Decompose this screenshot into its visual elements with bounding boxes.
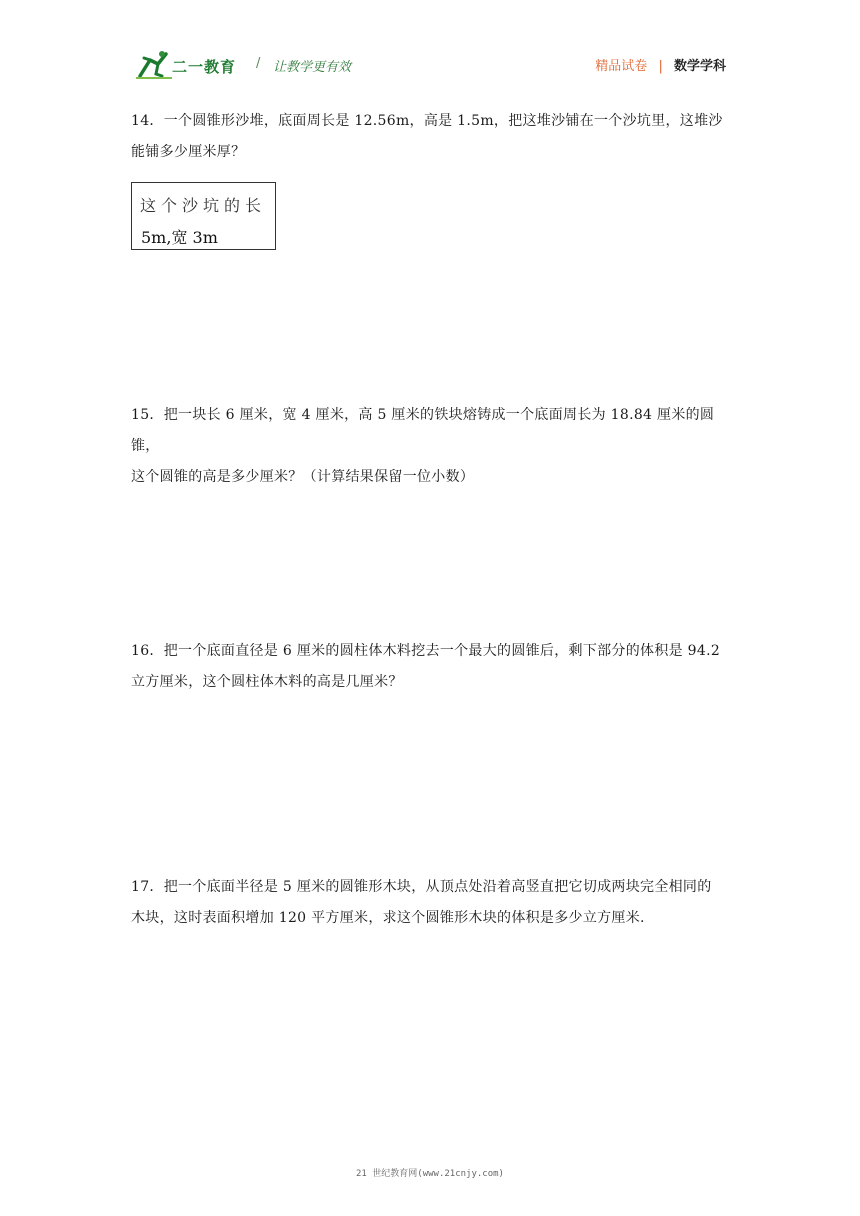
question-text-line: 立方厘米，这个圆柱体木料的高是几厘米？ [131, 674, 403, 690]
question-16 [131, 636, 735, 698]
page-footer: 21 世纪教育网(www.21cnjy.com) [356, 1169, 504, 1179]
slogan: 让教学更有效 [273, 60, 352, 75]
question-text-line: 能铺多少厘米厚？ [131, 144, 246, 160]
question-text-line: 15．把一块长 6 厘米，宽 4 厘米，高 5 厘米的铁块熔铸成一个底面周长为 18.84 厘米的圆锥， [131, 407, 715, 454]
question-text-line: 17．把一个底面半径是 5 厘米的圆锥形木块，从顶点处沿着高竖直把它切成两块完全相同的 [131, 879, 712, 895]
question-15 [131, 400, 735, 493]
image-text-line: 5m,宽 3m [141, 228, 218, 247]
image-text-line: 这个沙坑的长 [140, 196, 267, 215]
page-header [0, 0, 860, 100]
header-tags [595, 55, 726, 74]
question-17 [131, 872, 735, 934]
question-text-line: 这个圆锥的高是多少厘米？（计算结果保留一位小数） [131, 469, 475, 485]
question-text-line: 木块，这时表面积增加 120 平方厘米，求这个圆锥形木块的体积是多少立方厘米. [131, 910, 645, 926]
tag-divider: | [658, 59, 663, 74]
question-14 [131, 106, 735, 168]
tag-premium-test: 精品试卷 [595, 59, 648, 74]
logo-text: 二一教育 [172, 58, 237, 76]
sandpit-image [131, 182, 276, 250]
question-text-line: 16．把一个底面直径是 6 厘米的圆柱体木料挖去一个最大的圆锥后，剩下部分的体积是 94.2 [131, 643, 721, 659]
slogan-separator: / [256, 56, 261, 71]
question-text-line: 14．一个圆锥形沙堆，底面周长是 12.56m，高是 1.5m，把这堆沙铺在一个沙坑里，这堆沙 [131, 113, 723, 129]
tag-subject: 数学学科 [673, 59, 726, 74]
